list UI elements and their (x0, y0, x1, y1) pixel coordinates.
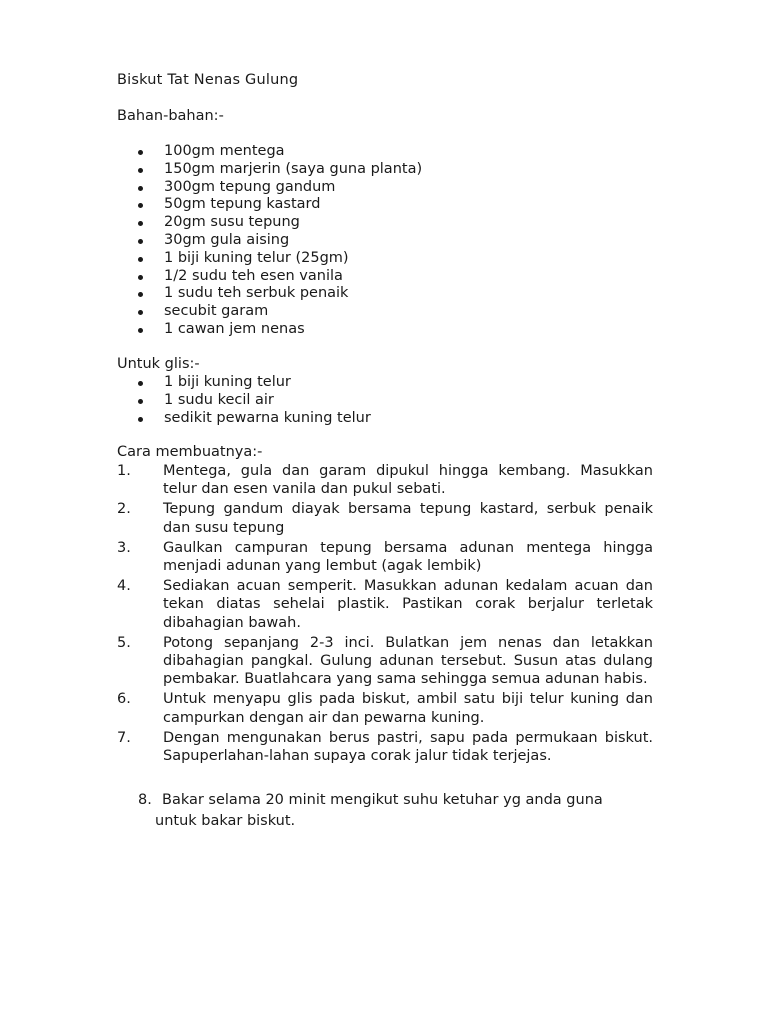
bullet-icon (138, 328, 143, 333)
bullet-icon (138, 168, 143, 173)
glaze-heading: Untuk glis:- (117, 356, 200, 372)
step-number: 7. (117, 729, 131, 746)
bullet-icon (138, 186, 143, 191)
method-heading: Cara membuatnya:- (117, 444, 263, 460)
step-item (117, 690, 653, 726)
ingredient-item: 30gm gula aising (138, 232, 422, 250)
bullet-icon (138, 381, 143, 386)
step-item (117, 577, 653, 632)
step-text: Gaulkan campuran tepung bersama adunan mentega hingga menjadi adunan yang lembut (agak lembik) (163, 539, 653, 575)
step-text: Tepung gandum diayak bersama tepung kastard, serbuk penaik dan susu tepung (163, 501, 653, 536)
step-number: 3. (117, 539, 131, 556)
ingredient-item: 20gm susu tepung (138, 214, 422, 232)
step-number: 8. (138, 792, 152, 808)
ingredient-item: 100gm mentega (138, 143, 422, 161)
step-text-line2: untuk bakar biskut. (155, 813, 296, 829)
step-number: 6. (117, 691, 131, 708)
ingredient-item: secubit garam (138, 303, 422, 321)
step-item-8 (138, 790, 658, 832)
bullet-icon (138, 310, 143, 315)
ingredients-heading: Bahan-bahan:- (117, 108, 224, 124)
step-number: 1. (117, 463, 131, 479)
bullet-icon (138, 417, 143, 422)
ingredient-item: 50gm tepung kastard (138, 196, 422, 214)
bullet-icon (138, 292, 143, 297)
ingredient-item: 1 cawan jem nenas (138, 321, 422, 339)
glaze-list (138, 374, 371, 427)
glaze-item: 1 biji kuning telur (138, 374, 371, 392)
recipe-title: Biskut Tat Nenas Gulung (117, 72, 299, 88)
ingredient-item: 1 biji kuning telur (25gm) (138, 250, 422, 268)
step-text: Dengan mengunakan berus pastri, sapu pada permukaan biskut. Sapuperlahan-lahan supaya corak jalur tidak terjejas. (163, 729, 653, 765)
step-item (117, 462, 653, 498)
ingredients-list (138, 143, 422, 339)
bullet-icon (138, 275, 143, 280)
step-text: Untuk menyapu glis pada biskut, ambil satu biji telur kuning dan campurkan dengan air dan pewarna kuning. (163, 691, 653, 726)
step-number: 5. (117, 634, 131, 651)
step-text: Sediakan acuan semperit. Masukkan adunan kedalam acuan dan tekan diatas sehelai plastik. Pastikan corak berjalur terletak dibahagian bawah. (163, 578, 653, 631)
bullet-icon (138, 150, 143, 155)
step-item (117, 729, 653, 765)
step-item (117, 634, 653, 689)
ingredient-item: 1/2 sudu teh esen vanila (138, 268, 422, 286)
bullet-icon (138, 399, 143, 404)
step-text: Mentega, gula dan garam dipukul hingga kembang. Masukkan telur dan esen vanila dan pukul sebati. (163, 463, 653, 498)
ingredient-item: 150gm marjerin (saya guna planta) (138, 161, 422, 179)
step-text: Potong sepanjang 2-3 inci. Bulatkan jem nenas dan letakkan dibahagian pangkal. Gulung adunan tersebut. Susun atas dulang pembakar. Buatlahcara yang sama sehingga semua adunan habis. (163, 634, 653, 688)
step-number: 4. (117, 578, 131, 595)
bullet-icon (138, 203, 143, 208)
ingredient-item: 1 sudu teh serbuk penaik (138, 285, 422, 303)
bullet-icon (138, 221, 143, 226)
glaze-item: 1 sudu kecil air (138, 392, 371, 410)
bullet-icon (138, 239, 143, 244)
method-steps (117, 462, 653, 767)
step-item (117, 539, 653, 575)
step-item (117, 500, 653, 536)
glaze-item: sedikit pewarna kuning telur (138, 410, 371, 428)
step-number: 2. (117, 501, 131, 518)
bullet-icon (138, 257, 143, 262)
step-text-line1: Bakar selama 20 minit mengikut suhu ketuhar yg anda guna (162, 792, 603, 808)
ingredient-item: 300gm tepung gandum (138, 179, 422, 197)
